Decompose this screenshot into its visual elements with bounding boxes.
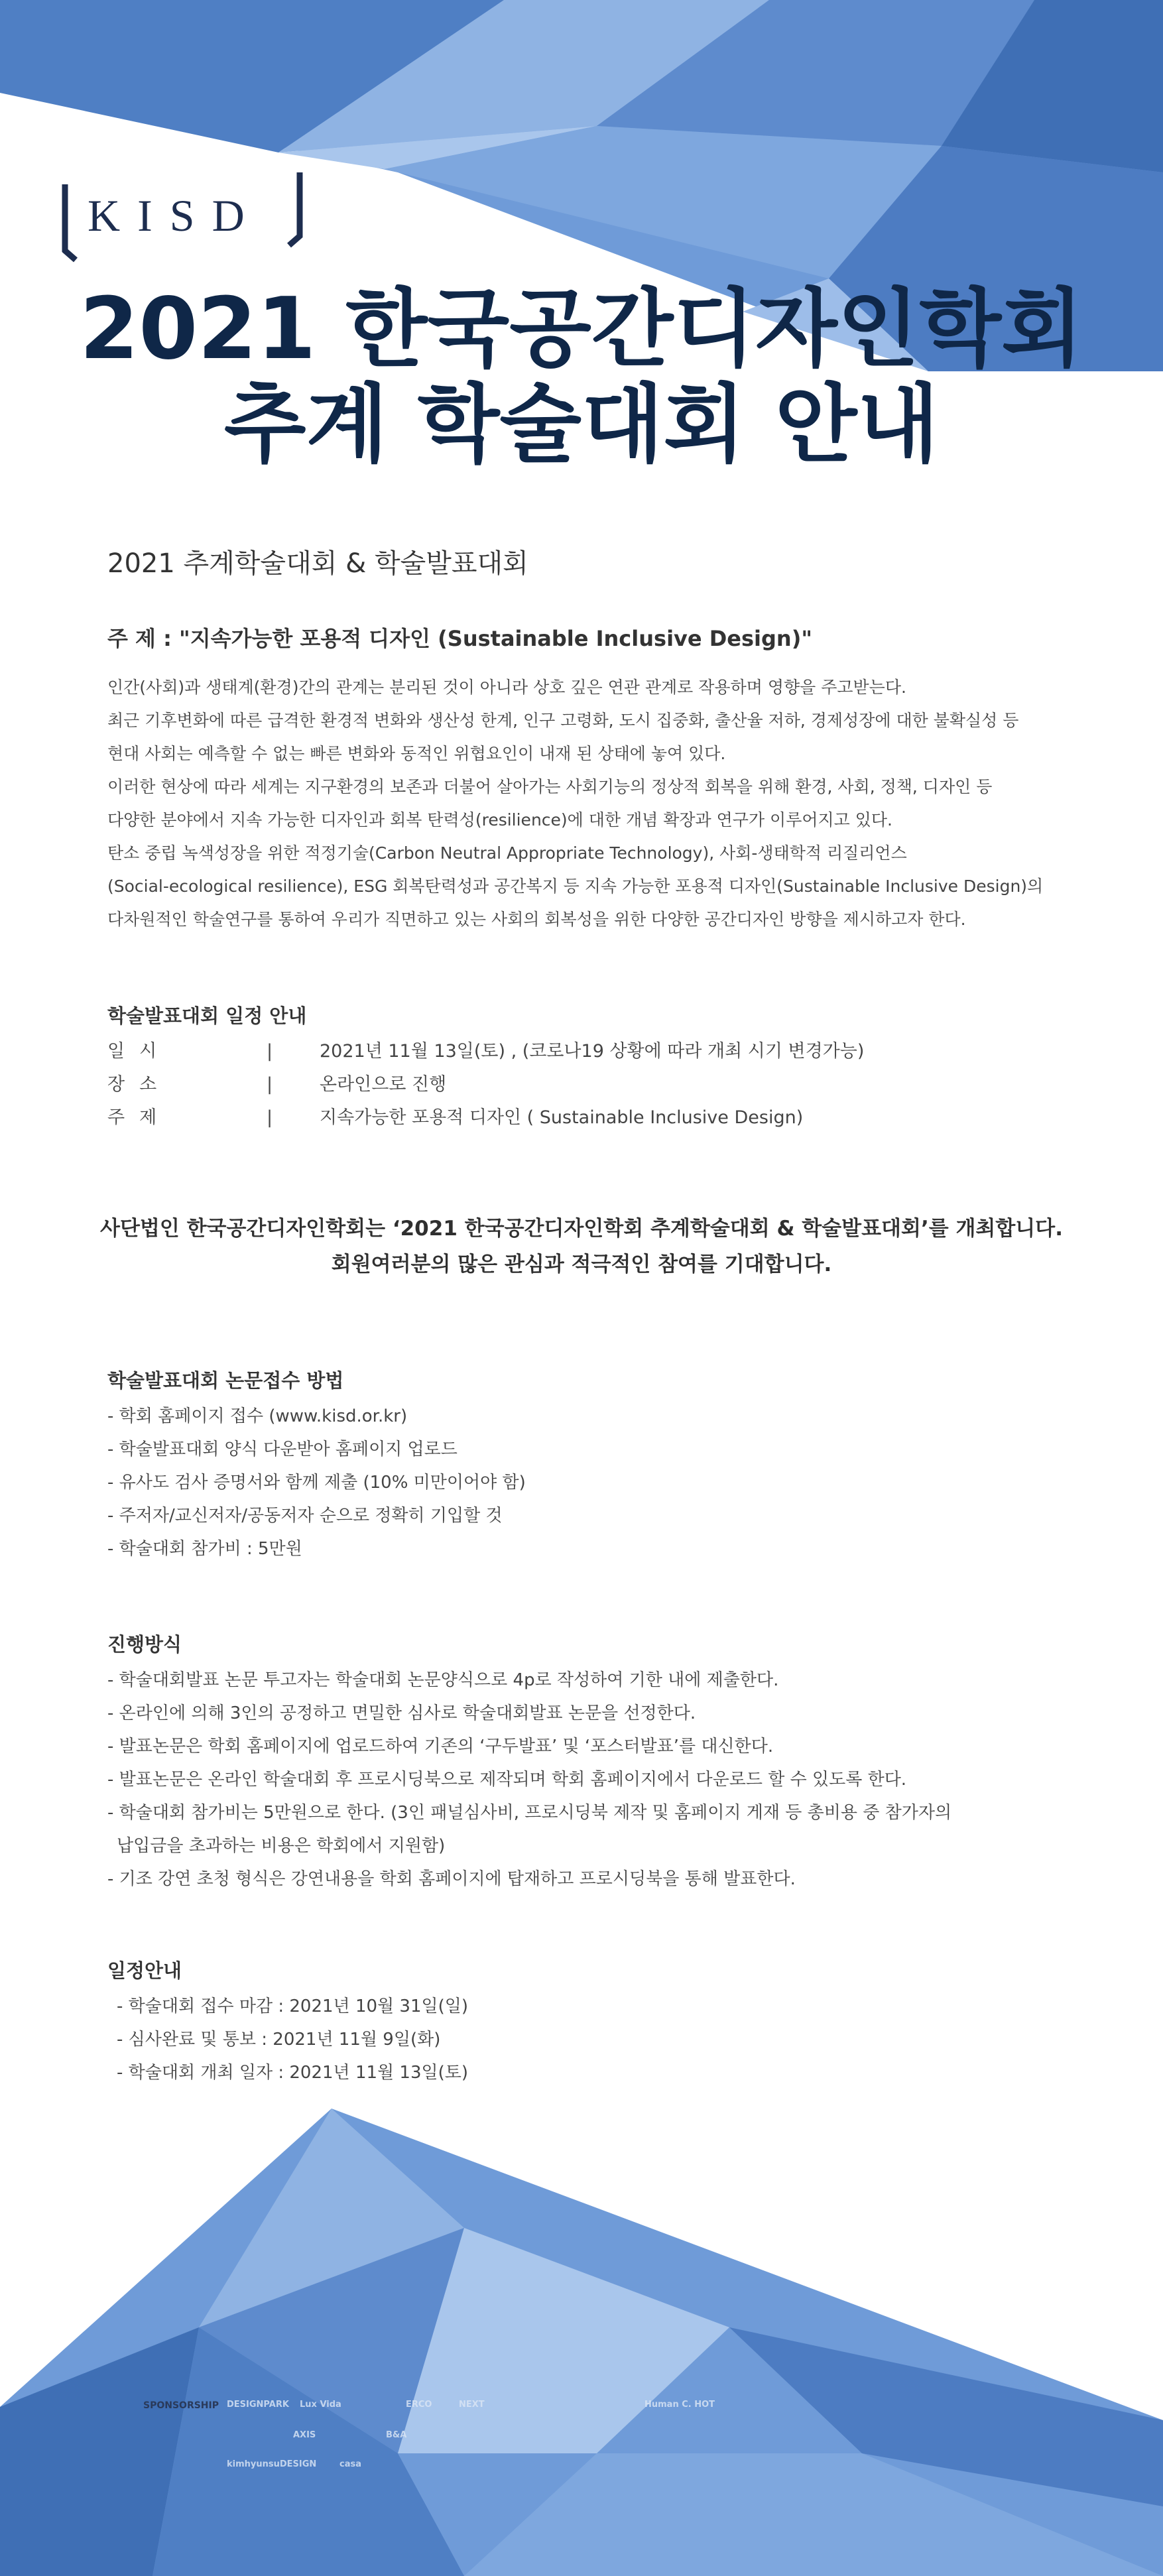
- bottom-geometric-background: [0, 2109, 1163, 2576]
- intro-line: 탄소 중립 녹색성장을 위한 적정기술(Carbon Neutral Appropriate Technology), 사회-생태학적 리질리언스: [107, 843, 907, 863]
- list-item: - 학술대회발표 논문 투고자는 학술대회 논문양식으로 4p로 작성하여 기한 내에 제출한다.: [107, 1670, 779, 1690]
- submission-section: [107, 1366, 1069, 1565]
- list-item: - 발표논문은 학회 홈페이지에 업로드하여 기존의 ‘구두발표’ 및 ‘포스터발표’를 대신한다.: [107, 1737, 774, 1756]
- schedule-separator: |: [267, 1107, 273, 1128]
- schedule-separator: |: [267, 1074, 273, 1095]
- list-item: - 유사도 검사 증명서와 함께 제출 (10% 미만이어야 함): [107, 1473, 526, 1493]
- dates-title: 일정안내: [107, 1959, 182, 1982]
- intro-line: 인간(사회)과 생태계(환경)간의 관계는 분리된 것이 아니라 상호 깊은 연관 관계로 작용하며 영향을 주고받는다.: [107, 678, 906, 697]
- list-item: - 심사완료 및 통보 : 2021년 11월 9일(화): [117, 2030, 441, 2050]
- sponsor-logo: kimhyunsuDESIGN: [227, 2459, 317, 2469]
- schedule-title: 학술발표대회 일정 안내: [107, 1005, 307, 1027]
- list-item: - 학술발표대회 양식 다운받아 홈페이지 업로드: [107, 1440, 458, 1459]
- list-item: - 온라인에 의해 3인의 공정하고 면밀한 심사로 학술대회발표 논문을 선정한다.: [107, 1703, 696, 1723]
- announcement-line1: 사단법인 한국공간디자인학회는 ‘2021 한국공간디자인학회 추계학술대회 & 학술발표대회’를 개최합니다.: [100, 1217, 1063, 1241]
- sponsor-logo: ERCO: [406, 2400, 432, 2410]
- schedule-value: 2021년 11월 13일(토) , (코로나19 상황에 따라 개최 시기 변경가능): [320, 1041, 865, 1062]
- kisd-logo: [61, 171, 313, 271]
- submission-title: 학술발표대회 논문접수 방법: [107, 1369, 344, 1392]
- theme-heading: 주 제 : "지속가능한 포용적 디자인 (Sustainable Inclusive Design)": [107, 626, 813, 651]
- list-item: - 학술대회 접수 마감 : 2021년 10월 31일(일): [117, 1996, 469, 2016]
- schedule-section: [107, 1001, 1069, 1135]
- sponsor-logo: NEXT: [459, 2400, 485, 2410]
- intro-line: (Social-ecological resilience), ESG 회복탄력성과 공간복지 등 지속 가능한 포용적 디자인(Sustainable Inclusive Design)의: [107, 877, 1044, 896]
- schedule-key: 일시: [107, 1041, 172, 1062]
- logo-text: KISD: [88, 190, 262, 241]
- list-item: - 주저자/교신저자/공동저자 순으로 정확히 기입할 것: [107, 1506, 503, 1526]
- schedule-row: [107, 1035, 1069, 1068]
- list-item: - 학술대회 참가비 : 5만원: [107, 1539, 302, 1559]
- intro-line: 다차원적인 학술연구를 통하여 우리가 직면하고 있는 사회의 회복성을 위한 다양한 공간디자인 방향을 제시하고자 한다.: [107, 910, 966, 929]
- schedule-separator: |: [267, 1041, 273, 1062]
- page-title-line2: 추계 학술대회 안내: [223, 375, 940, 474]
- list-item: - 발표논문은 온라인 학술대회 후 프로시딩북으로 제작되며 학회 홈페이지에서 다운로드 할 수 있도록 한다.: [107, 1770, 907, 1790]
- schedule-row: [107, 1101, 1069, 1135]
- list-item: 납입금을 초과하는 비용은 학회에서 지원함): [117, 1836, 446, 1856]
- sponsorship-label: SPONSORSHIP: [143, 2400, 219, 2411]
- sponsor-logo: DESIGNPARK: [227, 2400, 289, 2410]
- schedule-key: 장소: [107, 1074, 172, 1095]
- intro-line: 이러한 현상에 따라 세계는 지구환경의 보존과 더불어 살아가는 사회기능의 정상적 회복을 위해 환경, 사회, 정책, 디자인 등: [107, 777, 993, 796]
- list-item: - 학술대회 개최 일자 : 2021년 11월 13일(토): [117, 2063, 469, 2083]
- sponsor-logo: B&A: [386, 2430, 407, 2440]
- intro-paragraph: [107, 671, 1069, 936]
- intro-line: 최근 기후변화에 따른 급격한 환경적 변화와 생산성 한계, 인구 고령화, 도시 집중화, 출산율 저하, 경제성장에 대한 불확실성 등: [107, 711, 1019, 730]
- procedure-title: 진행방식: [107, 1633, 182, 1656]
- dates-section: [107, 1956, 1069, 2089]
- procedure-section: [107, 1630, 1069, 1896]
- page-title-line1: 2021 한국공간디자인학회: [80, 280, 1083, 379]
- schedule-value: 지속가능한 포용적 디자인 ( Sustainable Inclusive Design): [320, 1107, 804, 1128]
- schedule-value: 온라인으로 진행: [320, 1074, 447, 1095]
- list-item: - 기조 강연 초청 형식은 강연내용을 학회 홈페이지에 탑재하고 프로시딩북을 통해 발표한다.: [107, 1869, 796, 1889]
- event-subtitle: 2021 추계학술대회 & 학술발표대회: [107, 548, 528, 579]
- list-item: - 학회 홈페이지 접수 (www.kisd.or.kr): [107, 1406, 408, 1426]
- sponsor-logo: Human C. HOT: [644, 2400, 715, 2410]
- sponsor-logo: casa: [339, 2459, 361, 2469]
- sponsor-logo: AXIS: [293, 2430, 316, 2440]
- announcement-line2: 회원여러분의 많은 관심과 적극적인 참여를 기대합니다.: [331, 1253, 832, 1276]
- schedule-key: 주제: [107, 1107, 172, 1128]
- sponsor-logo: Lux Vida: [300, 2400, 341, 2410]
- schedule-row: [107, 1068, 1069, 1101]
- intro-line: 현대 사회는 예측할 수 없는 빠른 변화와 동적인 위협요인이 내재 된 상태에 놓여 있다.: [107, 744, 726, 763]
- list-item: - 학술대회 참가비는 5만원으로 한다. (3인 패널심사비, 프로시딩북 제작 및 홈페이지 게재 등 총비용 중 참가자의: [107, 1803, 952, 1823]
- intro-line: 다양한 분야에서 지속 가능한 디자인과 회복 탄력성(resilience)에 대한 개념 확장과 연구가 이루어지고 있다.: [107, 810, 892, 829]
